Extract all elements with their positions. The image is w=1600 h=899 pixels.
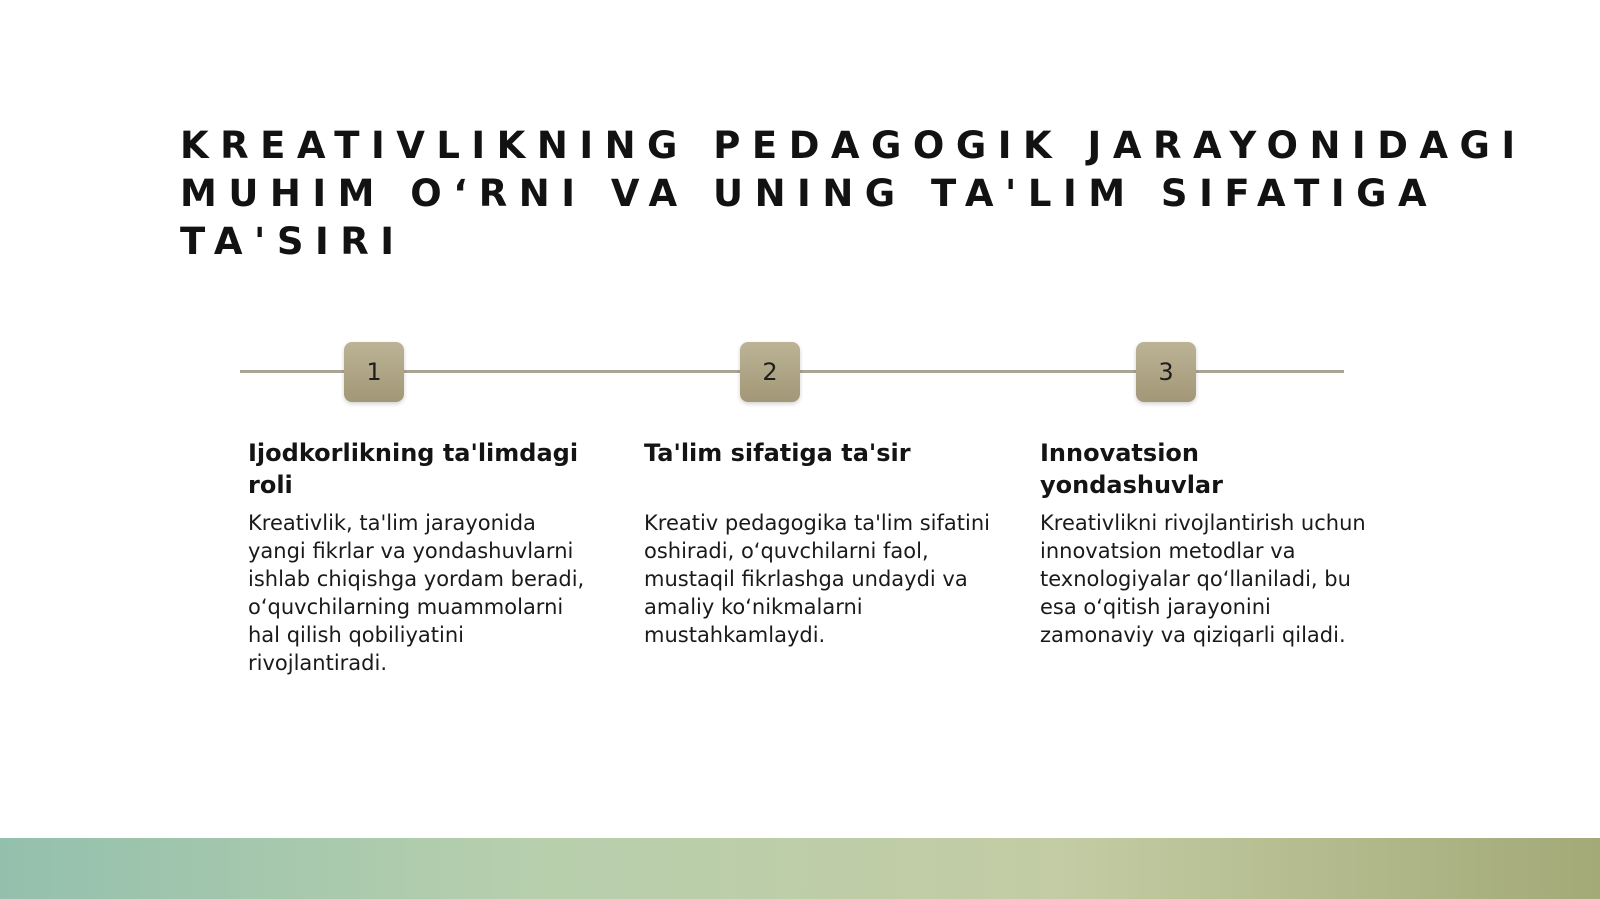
step-heading: Innovatsion yondashuvlar <box>1040 439 1223 499</box>
step-1 <box>248 437 598 677</box>
decorative-bottom-band <box>0 838 1600 899</box>
step-text: Kreativlik, ta'lim jarayonida yangi fikrlar va yondashuvlarni ishlab chiqishga yordam beradi, o‘quvchilarning muammolarni hal qilish qobiliyatini rivojlantiradi. <box>248 511 585 675</box>
step-3 <box>1040 437 1390 649</box>
step-heading: Ta'lim sifatiga ta'sir <box>644 439 911 467</box>
step-text: Kreativlikni rivojlantirish uchun innovatsion metodlar va texnologiyalar qo‘llaniladi, bu esa o‘qitish jarayonini zamonaviy va qiziqarli qiladi. <box>1040 511 1366 647</box>
step-text: Kreativ pedagogika ta'lim sifatini oshiradi, o‘quvchilarni faol, mustaqil fikrlashga undaydi va amaliy ko‘nikmalarni mustahkamlaydi. <box>644 511 990 647</box>
step-heading: Ijodkorlikning ta'limdagi roli <box>248 439 579 499</box>
step-marker-1: 1 <box>344 342 404 402</box>
step-marker-3: 3 <box>1136 342 1196 402</box>
slide-title: KREATIVLIKNING PEDAGOGIK JARAYONIDAGI MUHIM O‘RNI VA UNING TA'LIM SIFATIGA TA'SIRI <box>180 124 1527 263</box>
step-marker-2: 2 <box>740 342 800 402</box>
step-2 <box>644 437 994 649</box>
